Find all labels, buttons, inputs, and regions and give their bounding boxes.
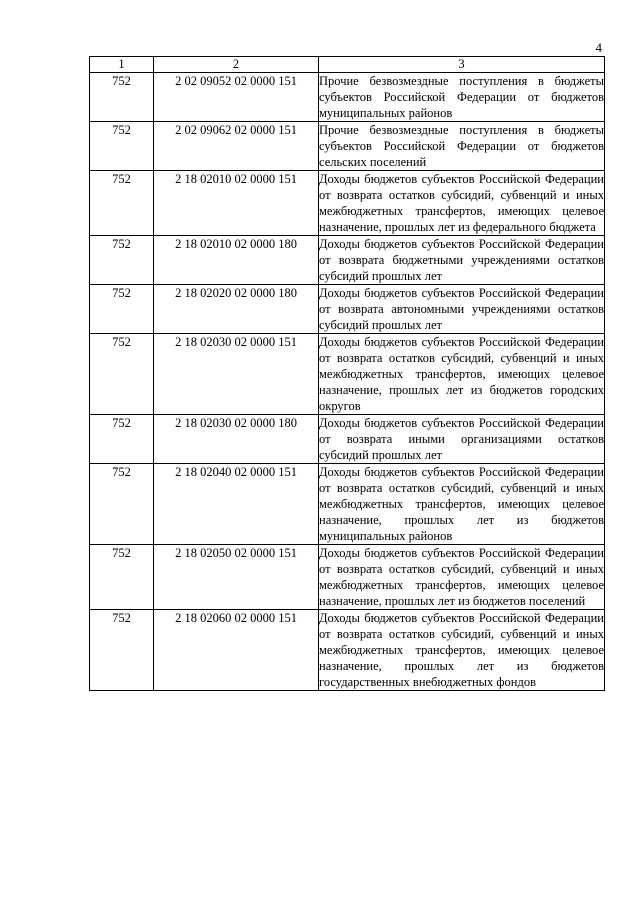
revenue-name-cell: Доходы бюджетов субъектов Российской Федерации от возврата остатков субсидий, субвенций и иных межбюджетных трансфертов, имеющих целевое назначение, прошлых лет из бюджетов муниципальных районов (319, 465, 604, 543)
revenue-name-cell: Доходы бюджетов субъектов Российской Федерации от возврата бюджетными учреждениями остатков субсидий прошлых лет (319, 237, 604, 283)
budget-code-cell: 2 18 02010 02 0000 151 (154, 171, 319, 236)
budget-code-cell: 2 18 02020 02 0000 180 (154, 285, 319, 334)
revenue-name-cell: Прочие безвозмездные поступления в бюджеты субъектов Российской Федерации от бюджетов сельских поселений (319, 123, 604, 169)
budget-code-cell: 2 18 02060 02 0000 151 (154, 610, 319, 691)
table-row (90, 610, 605, 691)
revenue-name-cell: Доходы бюджетов субъектов Российской Федерации от возврата остатков субсидий, субвенций и иных межбюджетных трансфертов, имеющих целевое назначение, прошлых лет из бюджетов государственных внебюджетных фондов (319, 611, 604, 689)
budget-code-cell: 2 18 02040 02 0000 151 (154, 464, 319, 545)
revenue-name-cell: Прочие безвозмездные поступления в бюджеты субъектов Российской Федерации от бюджетов муниципальных районов (319, 74, 604, 120)
table-row (90, 236, 605, 285)
header-row (90, 57, 605, 73)
admin-code-cell: 752 (90, 236, 154, 285)
budget-code-cell: 2 02 09052 02 0000 151 (154, 73, 319, 122)
revenue-name-cell: Доходы бюджетов субъектов Российской Федерации от возврата автономными учреждениями остатков субсидий прошлых лет (319, 286, 604, 332)
budget-code-cell: 2 18 02050 02 0000 151 (154, 545, 319, 610)
table-row (90, 415, 605, 464)
revenue-name-cell: Доходы бюджетов субъектов Российской Федерации от возврата остатков субсидий, субвенций и иных межбюджетных трансфертов, имеющих целевое назначение, прошлых лет из бюджетов поселений (319, 546, 604, 608)
admin-code-cell: 752 (90, 122, 154, 171)
admin-code-cell: 752 (90, 545, 154, 610)
budget-code-cell: 2 18 02030 02 0000 151 (154, 334, 319, 415)
table-row (90, 122, 605, 171)
table-row (90, 464, 605, 545)
revenue-name-cell: Доходы бюджетов субъектов Российской Федерации от возврата остатков субсидий, субвенций и иных межбюджетных трансфертов, имеющих целевое назначение, прошлых лет из федерального бюджета (319, 172, 604, 234)
revenue-name-cell: Доходы бюджетов субъектов Российской Федерации от возврата иными организациями остатков субсидий прошлых лет (319, 416, 604, 462)
header-col-2: 2 (154, 57, 319, 73)
admin-code-cell: 752 (90, 171, 154, 236)
admin-code-cell: 752 (90, 73, 154, 122)
table-row (90, 171, 605, 236)
admin-code-cell: 752 (90, 415, 154, 464)
budget-code-cell: 2 02 09062 02 0000 151 (154, 122, 319, 171)
budget-code-cell: 2 18 02030 02 0000 180 (154, 415, 319, 464)
admin-code-cell: 752 (90, 285, 154, 334)
budget-revenue-table (89, 56, 605, 691)
budget-code-cell: 2 18 02010 02 0000 180 (154, 236, 319, 285)
table-body (90, 73, 605, 691)
header-col-1: 1 (90, 57, 154, 73)
admin-code-cell: 752 (90, 610, 154, 691)
page-number: 4 (595, 40, 602, 55)
header-col-3: 3 (319, 57, 605, 73)
table-row (90, 73, 605, 122)
admin-code-cell: 752 (90, 334, 154, 415)
revenue-name-cell: Доходы бюджетов субъектов Российской Федерации от возврата остатков субсидий, субвенций и иных межбюджетных трансфертов, имеющих целевое назначение, прошлых лет из бюджетов городских округов (319, 335, 604, 413)
table-row (90, 545, 605, 610)
table-row (90, 334, 605, 415)
admin-code-cell: 752 (90, 464, 154, 545)
table-header (90, 57, 605, 73)
table-row (90, 285, 605, 334)
